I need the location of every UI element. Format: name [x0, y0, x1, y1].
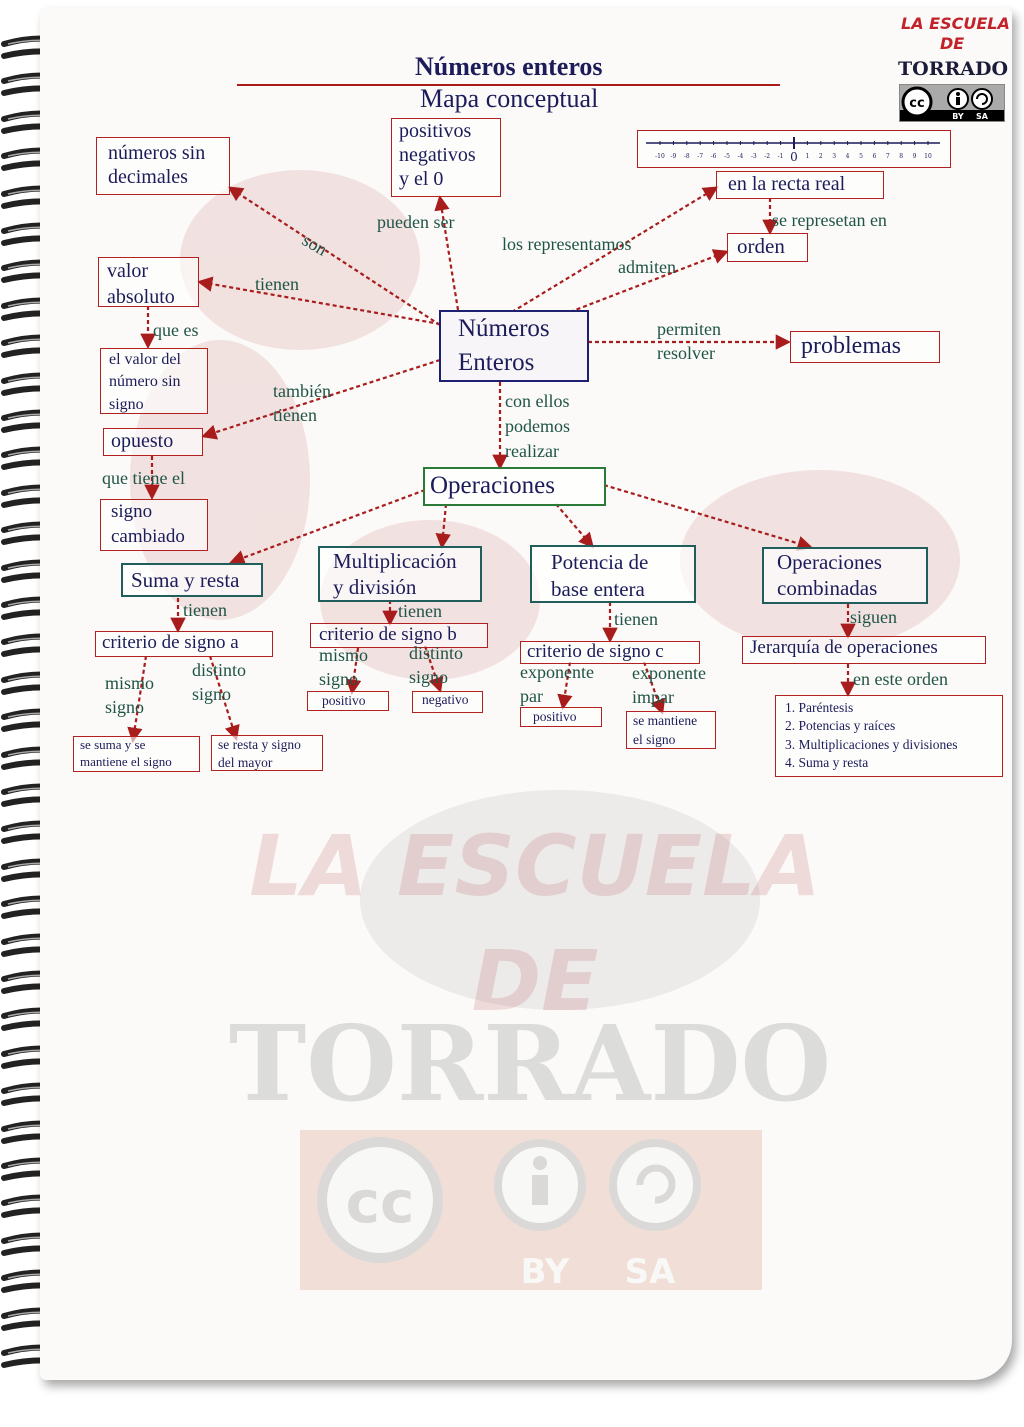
- node-mantiene-c: se mantiene el signo: [626, 711, 716, 749]
- node-se-suma: se suma y se mantiene el signo: [73, 736, 200, 772]
- node-criterio-a: criterio de signo a: [95, 631, 273, 657]
- arrow-mult-div: [442, 504, 446, 546]
- number-line-label: -7: [697, 153, 704, 160]
- watermark-sa: SA: [624, 1252, 676, 1292]
- node-suma-resta: Suma y resta: [121, 563, 263, 597]
- label-siguen: siguen: [850, 607, 897, 627]
- arrow-combinadas: [604, 485, 810, 547]
- page-title: Números enteros: [415, 52, 603, 81]
- label-distinto-a: distinto signo: [192, 660, 247, 705]
- node-problemas: problemas: [790, 331, 940, 363]
- node-negativo-b: negativo: [412, 691, 483, 713]
- node-valor-absoluto: valor absoluto: [98, 257, 199, 307]
- cc-sa: SA: [976, 112, 988, 121]
- page-subtitle: Mapa conceptual: [420, 84, 599, 113]
- node-mult-div: Multiplicación y división: [318, 546, 482, 602]
- node-opuesto: opuesto: [103, 428, 203, 456]
- node-potencia: Potencia de base entera: [530, 545, 696, 603]
- label-mismo-a: mismo signo: [105, 673, 155, 718]
- node-jerarquia: Jerarquía de operaciones: [742, 636, 986, 664]
- node-signo-cambiado: signo cambiado: [100, 499, 208, 551]
- watermark-line1: LA ESCUELA: [249, 817, 821, 915]
- number-line-label: -9: [670, 153, 677, 160]
- orden-item: 2. Potencias y raíces: [785, 718, 896, 734]
- label-tambien: también tienen: [273, 381, 331, 426]
- cc-text: cc: [909, 96, 925, 111]
- node-combinadas: Operaciones combinadas: [762, 547, 928, 604]
- label-que-tiene: que tiene el: [102, 468, 185, 488]
- orden-item: 4. Suma y resta: [785, 755, 869, 771]
- label-tienen-va: tienen: [255, 274, 299, 294]
- number-line-label: -8: [683, 153, 690, 160]
- label-que-es: que es: [153, 320, 199, 340]
- label-mismo-b: mismo signo: [319, 645, 369, 690]
- number-line-label: 5: [859, 153, 863, 160]
- number-line-label: 2: [818, 153, 823, 160]
- number-line-label: -10: [655, 153, 665, 160]
- number-line-label: 10: [924, 153, 932, 160]
- label-permiten: permiten resolver: [657, 319, 721, 364]
- cc-by: BY: [952, 112, 964, 121]
- node-positivo-b: positivo: [307, 691, 389, 711]
- node-recta-real: en la recta real: [716, 171, 884, 199]
- node-operaciones: Operaciones: [423, 467, 606, 506]
- node-positivos-negativos: positivos negativos y el 0: [391, 118, 501, 197]
- number-line-label: -6: [710, 153, 717, 160]
- number-line-label: -3: [750, 153, 757, 160]
- number-line-label: 3: [832, 153, 837, 160]
- logo-line2: DE: [940, 34, 965, 53]
- label-tienen-a: tienen: [183, 600, 227, 620]
- node-se-resta: se resta y signo del mayor: [211, 735, 323, 771]
- watermark-line3: TORRADO: [228, 1002, 832, 1125]
- number-line-label: -4: [737, 153, 744, 160]
- number-line-label: 1: [805, 153, 810, 160]
- node-orden-lista: [775, 695, 1003, 777]
- number-line-label: 0: [790, 150, 798, 164]
- watermark-by: BY: [520, 1252, 570, 1292]
- watermark-line2: DE: [471, 932, 599, 1030]
- node-sin-decimales: números sin decimales: [96, 137, 230, 195]
- node-criterio-c: criterio de signo c: [520, 641, 700, 664]
- arrow-potencia: [556, 504, 592, 546]
- label-tienen-c: tienen: [614, 609, 658, 629]
- center-node-numeros-enteros: Números Enteros: [439, 310, 589, 382]
- number-line-label: 6: [872, 153, 877, 160]
- label-con-ellos: con ellos podemos realizar: [505, 391, 570, 462]
- node-positivo-c: positivo: [520, 707, 602, 727]
- label-exp-impar: exponente impar: [632, 663, 706, 708]
- number-line-label: 7: [885, 153, 890, 160]
- orden-item: 3. Multiplicaciones y divisiones: [785, 736, 958, 752]
- arrow-valor-absoluto: [200, 282, 440, 324]
- svg-text:cc: cc: [345, 1168, 415, 1236]
- label-pueden-ser: pueden ser: [377, 212, 455, 232]
- label-se-representan: se represetan en: [772, 210, 887, 230]
- number-line-label: 4: [845, 153, 850, 160]
- arrow-son: [230, 188, 440, 325]
- number-line-label: 9: [912, 153, 917, 160]
- node-criterio-b: criterio de signo b: [310, 623, 488, 648]
- number-line-label: 8: [899, 153, 904, 160]
- logo-line3: TORRADO: [898, 58, 1009, 80]
- label-distinto-b: distinto signo: [409, 643, 464, 688]
- label-son: son: [299, 229, 331, 260]
- label-los-representamos: los representamos: [502, 234, 632, 254]
- orden-item: 1. Paréntesis: [785, 700, 854, 715]
- label-exp-par: exponente par: [520, 662, 594, 707]
- number-line-label: -5: [724, 153, 730, 160]
- logo-line1: LA ESCUELA: [901, 14, 1010, 33]
- number-line-label: -2: [764, 153, 771, 160]
- number-line-label: -1: [777, 153, 784, 160]
- label-admiten: admiten: [618, 257, 676, 277]
- node-orden: orden: [727, 233, 808, 262]
- node-valor-del-numero: el valor del número sin signo: [100, 348, 208, 414]
- label-en-este-orden: en este orden: [853, 669, 948, 689]
- label-tienen-b: tienen: [398, 601, 442, 621]
